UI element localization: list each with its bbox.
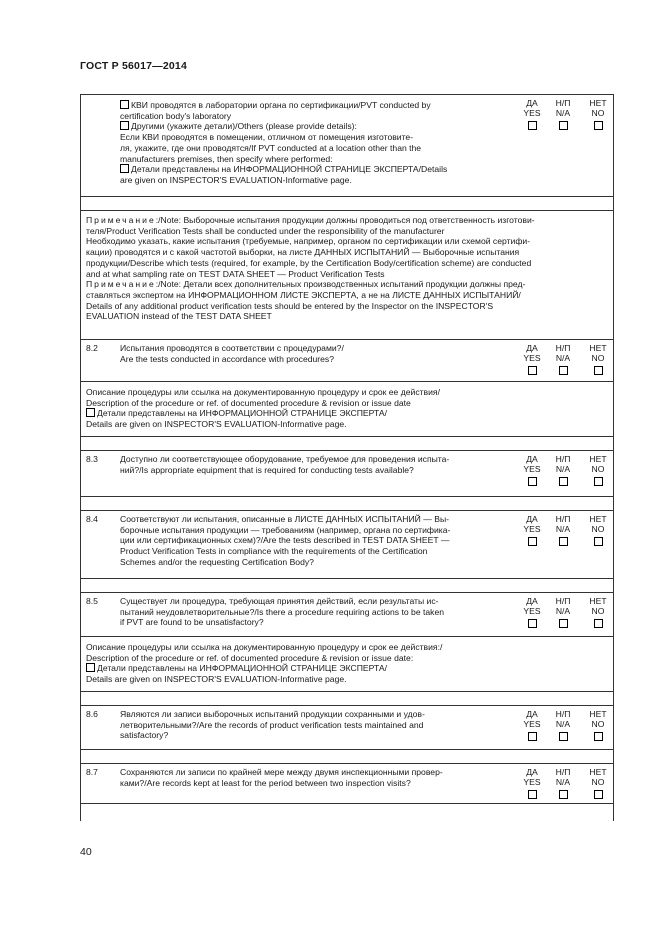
answer-no: НЕТ NO xyxy=(581,98,615,130)
row-question-8-4 xyxy=(81,511,613,579)
question-number: 8.2 xyxy=(86,343,98,353)
checkbox-na[interactable] xyxy=(559,619,568,628)
checkbox-yes[interactable] xyxy=(528,619,537,628)
answer-yes: ДА YES xyxy=(515,709,549,741)
checkbox-details-informative-page[interactable] xyxy=(120,164,129,173)
blank-row xyxy=(81,692,613,706)
row-pvt-location xyxy=(81,95,613,197)
page-number: 40 xyxy=(80,846,92,858)
checkbox-yes[interactable] xyxy=(528,732,537,741)
pvt-location-options: КВИ проводятся в лаборатории органа по сертификации/PVT conducted by certification body's laboratory Другими (укажите детали)/Others (please provide details): Если КВИ проводятся в помещении, отличном от помещения изготовите- ля, укажите, где они проводятся/If PVT conducted at a location other than the manufacturers premises, then specify where performed: Детали представлены на ИНФОРМАЦИОННОЙ СТРАНИЦЕ ЭКСПЕРТА/Details are given on INSPECTOR'S EVALUATION-Informative page. xyxy=(120,100,448,185)
answer-group-8-2 xyxy=(515,343,615,383)
question-text: Соответствуют ли испытания, описанные в ЛИСТЕ ДАННЫХ ИСПЫТАНИЙ — Вы- борочные испытания продукции — требованиям (например, органа по сертифика- ции или сертификационных схем)?/Are the tests described in TEST DATA SHEET — Product Verification Tests in compliance with the requirements of the Certification Schemes and/or the requesting Certification Body? xyxy=(120,514,451,567)
document-header: ГОСТ Р 56017—2014 xyxy=(80,60,188,72)
row-description-8-2 xyxy=(81,382,613,437)
checkbox-no[interactable] xyxy=(594,366,603,375)
answer-yes: ДА YES xyxy=(515,514,549,546)
answer-group-8-7 xyxy=(515,767,615,807)
answer-na: Н/П N/A xyxy=(546,596,580,628)
question-number: 8.6 xyxy=(86,709,98,719)
question-number: 8.7 xyxy=(86,767,98,777)
answer-no: НЕТ NO xyxy=(581,343,615,375)
checkbox-na[interactable] xyxy=(559,537,568,546)
checkbox-yes[interactable] xyxy=(528,366,537,375)
checkbox-no[interactable] xyxy=(594,619,603,628)
checkbox-others[interactable] xyxy=(120,121,129,130)
answer-yes: ДА YES xyxy=(515,596,549,628)
answer-no: НЕТ NO xyxy=(581,767,615,799)
row-question-8-7 xyxy=(81,764,613,804)
blank-row xyxy=(81,437,613,451)
procedure-description: Описание процедуры или ссылка на документированную процедуру и срок ее действия/ Description of the procedure or ref. of documented procedure & revision or issue date Детали представлены на ИНФОРМАЦИОННОЙ СТРАНИЦЕ ЭКСПЕРТА/ Details are given on INSPECTOR'S EVALUATION-Informative page. xyxy=(86,387,440,430)
question-number: 8.3 xyxy=(86,454,98,464)
checkbox-na[interactable] xyxy=(559,790,568,799)
answer-group-8-3 xyxy=(515,454,615,494)
answer-no: НЕТ NO xyxy=(581,596,615,628)
checkbox-na[interactable] xyxy=(559,732,568,741)
question-text: Испытания проводятся в соответствии с процедурами?/ Are the tests conducted in accordance with procedures? xyxy=(120,343,344,364)
answer-group-8-6 xyxy=(515,709,615,749)
question-text: Являются ли записи выборочных испытаний продукции сохранными и удов- летворительными?/Are the records of product verification tests maintained and satisfactory? xyxy=(120,709,425,741)
answer-na: Н/П N/A xyxy=(546,514,580,546)
answer-na: Н/П N/A xyxy=(546,767,580,799)
answer-na: Н/П N/A xyxy=(546,98,580,130)
row-question-8-2 xyxy=(81,340,613,382)
blank-row xyxy=(81,804,613,822)
answer-na: Н/П N/A xyxy=(546,454,580,486)
checkbox-na[interactable] xyxy=(559,121,568,130)
row-question-8-5 xyxy=(81,593,613,637)
answer-group-top xyxy=(515,98,615,138)
answer-no: НЕТ NO xyxy=(581,514,615,546)
checkbox-no[interactable] xyxy=(594,732,603,741)
answer-yes: ДА YES xyxy=(515,454,549,486)
question-number: 8.5 xyxy=(86,596,98,606)
blank-row xyxy=(81,197,613,211)
procedure-description: Описание процедуры или ссылка на документированную процедуру и срок ее действия:/ Description of the procedure or ref. of documented procedure & revision or issue date: Детали представлены на ИНФОРМАЦИОННОЙ СТРАНИЦЕ ЭКСПЕРТА/ Details are given on INSPECTOR'S EVALUATION-Informative page. xyxy=(86,642,443,685)
question-text: Существует ли процедура, требующая принятия действий, если результаты ис- пытаний неудовлетворительные?/Is there a procedure requiring actions to be taken if PVT are found to be unsatisfactory? xyxy=(120,596,445,628)
checkbox-na[interactable] xyxy=(559,477,568,486)
answer-na: Н/П N/A xyxy=(546,343,580,375)
question-text: Сохраняются ли записи по крайней мере между двумя инспекционными провер- ками?/Are records kept at least for the period between two inspection visits? xyxy=(120,767,443,788)
checkbox-no[interactable] xyxy=(594,477,603,486)
answer-yes: ДА YES xyxy=(515,343,549,375)
blank-row xyxy=(81,579,613,593)
row-description-8-5 xyxy=(81,637,613,692)
checkbox-yes[interactable] xyxy=(528,537,537,546)
checkbox-na[interactable] xyxy=(559,366,568,375)
checkbox-no[interactable] xyxy=(594,121,603,130)
answer-yes: ДА YES xyxy=(515,767,549,799)
answer-group-8-4 xyxy=(515,514,615,554)
answer-no: НЕТ NO xyxy=(581,454,615,486)
blank-row xyxy=(81,497,613,511)
answer-na: Н/П N/A xyxy=(546,709,580,741)
checkbox-no[interactable] xyxy=(594,537,603,546)
checkbox-yes[interactable] xyxy=(528,477,537,486)
row-question-8-6 xyxy=(81,706,613,750)
checkbox-yes[interactable] xyxy=(528,121,537,130)
row-notes xyxy=(81,211,613,340)
inspection-form-table xyxy=(80,94,614,821)
checkbox-yes[interactable] xyxy=(528,790,537,799)
blank-row xyxy=(81,750,613,764)
question-text: Доступно ли соответствующее оборудование, требуемое для проведения испыта- ний?/Is appropriate equipment that is required for conducting tests available? xyxy=(120,454,450,475)
checkbox-details-informative-page[interactable] xyxy=(86,663,95,672)
checkbox-details-informative-page[interactable] xyxy=(86,408,95,417)
checkbox-no[interactable] xyxy=(594,790,603,799)
answer-no: НЕТ NO xyxy=(581,709,615,741)
question-number: 8.4 xyxy=(86,514,98,524)
row-question-8-3 xyxy=(81,451,613,497)
notes-text: Примечание:/Note: Выборочные испытания продукции должны проводиться под ответственность изготови- теля/Product Verification Tests shall be conducted under the responsibility of the manufacturer Необходимо указать, какие испытания (требуемые, например, органом по сертификации или схемой сертифи- кации) проводятся и с какой частотой выборки, на листе ДАННЫХ ИСПЫТАНИЙ — Выборочные испытания продукции/Describe which tests (required, for example, by the Certification Body/certification scheme) are conducted and at what sampling rate on TEST DATA SHEET — Product Verification Tests Примечание:/Note: Детали всех дополнительных производственных испытаний продукции должны пред- ставляться экспертом на ИНФОРМАЦИОННОМ ЛИСТЕ ЭКСПЕРТА, а не на ЛИСТЕ ДАННЫХ ИСПЫТАНИЙ/ Details of any additional product verification tests should be entered by the Inspector on the INSPECTOR'S EVALUATION instead of the TEST DATA SHEET xyxy=(86,215,535,322)
checkbox-body-laboratory[interactable] xyxy=(120,100,129,109)
answer-group-8-5 xyxy=(515,596,615,636)
answer-yes: ДА YES xyxy=(515,98,549,130)
